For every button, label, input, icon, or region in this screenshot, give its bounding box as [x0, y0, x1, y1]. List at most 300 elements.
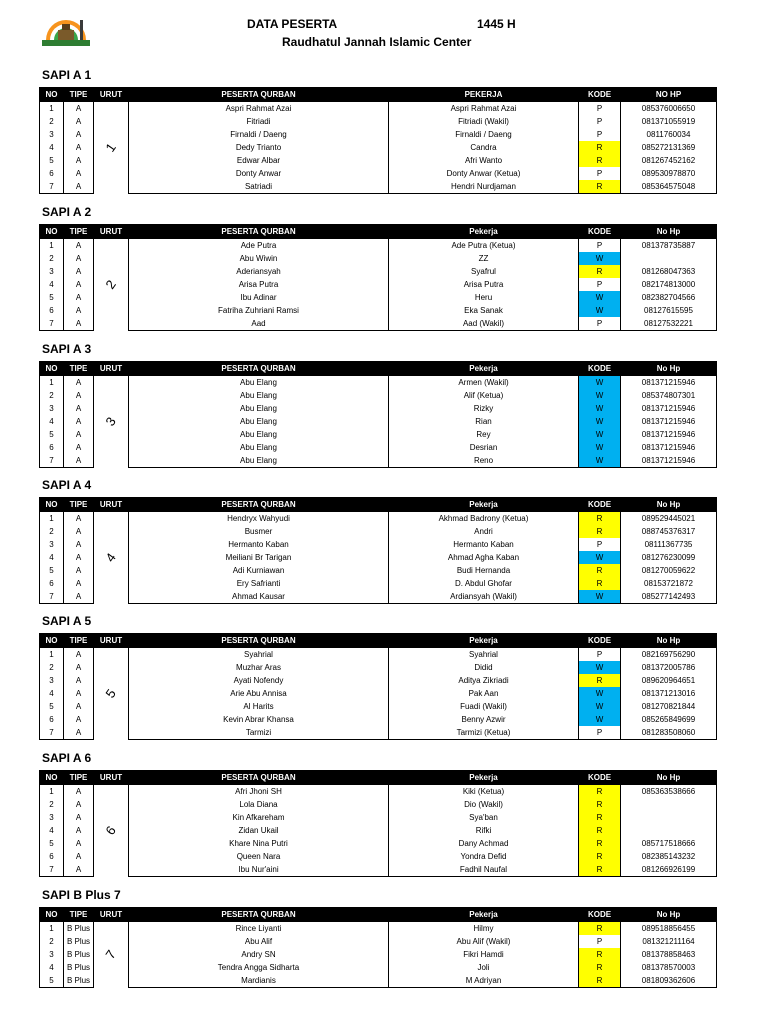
urut-number: 6 — [102, 823, 120, 839]
cell-tipe: A — [64, 278, 94, 291]
cell-phone: 081371213016 — [621, 687, 717, 700]
table-row — [40, 115, 717, 128]
table-header-row — [40, 908, 717, 922]
cell-no: 5 — [40, 837, 64, 850]
cell-pekerja: Alif (Ketua) — [389, 389, 579, 402]
cell-peserta: Adi Kurniawan — [129, 564, 389, 577]
cell-peserta: Aad — [129, 317, 389, 331]
table-row — [40, 590, 717, 604]
cell-peserta: Khare Nina Putri — [129, 837, 389, 850]
cell-phone: 082169756290 — [621, 648, 717, 662]
cell-peserta: Satriadi — [129, 180, 389, 194]
cell-phone: 081371215946 — [621, 441, 717, 454]
table-row — [40, 317, 717, 331]
column-header: No Hp — [621, 634, 717, 648]
cell-urut — [94, 648, 129, 740]
column-header: TIPE — [64, 498, 94, 512]
cell-phone: 089530978870 — [621, 167, 717, 180]
cell-no: 2 — [40, 661, 64, 674]
cell-peserta: Abu Elang — [129, 454, 389, 468]
cell-kode: W — [579, 700, 621, 713]
cell-urut — [94, 512, 129, 604]
column-header: PESERTA QURBAN — [129, 498, 389, 512]
cell-peserta: Abu Elang — [129, 428, 389, 441]
cell-tipe: A — [64, 525, 94, 538]
cell-kode: R — [579, 837, 621, 850]
urut-number: 5 — [102, 686, 120, 702]
table-row — [40, 922, 717, 936]
cell-no: 1 — [40, 648, 64, 662]
cell-no: 2 — [40, 115, 64, 128]
cell-phone: 089529445021 — [621, 512, 717, 526]
cell-kode: W — [579, 415, 621, 428]
cell-pekerja: Fitriadi (Wakil) — [389, 115, 579, 128]
cell-kode: R — [579, 824, 621, 837]
cell-phone: 081371215946 — [621, 428, 717, 441]
cell-no: 3 — [40, 948, 64, 961]
column-header: Pekerja — [389, 498, 579, 512]
cell-kode: R — [579, 863, 621, 877]
table-row — [40, 128, 717, 141]
section-title: SAPI A 6 — [42, 751, 92, 765]
cell-pekerja: Donty Anwar (Ketua) — [389, 167, 579, 180]
cell-pekerja: Benny Azwir — [389, 713, 579, 726]
cell-no: 6 — [40, 850, 64, 863]
section-title: SAPI A 4 — [42, 478, 92, 492]
cell-tipe: A — [64, 824, 94, 837]
cell-tipe: A — [64, 415, 94, 428]
cell-phone: 085363538666 — [621, 785, 717, 799]
cell-pekerja: Desrian — [389, 441, 579, 454]
cell-no: 4 — [40, 551, 64, 564]
column-header: URUT — [94, 634, 129, 648]
year-label: 1445 H — [477, 17, 516, 31]
table-header-row — [40, 88, 717, 102]
cell-phone: 082385143232 — [621, 850, 717, 863]
cell-tipe: A — [64, 674, 94, 687]
table-row — [40, 564, 717, 577]
cell-tipe: A — [64, 317, 94, 331]
participant-table — [39, 87, 717, 194]
cell-kode: W — [579, 376, 621, 390]
cell-phone: 081267452162 — [621, 154, 717, 167]
table-row — [40, 837, 717, 850]
cell-phone: 085376006650 — [621, 102, 717, 116]
table-row — [40, 674, 717, 687]
column-header: NO — [40, 908, 64, 922]
cell-pekerja: Afri Wanto — [389, 154, 579, 167]
cell-pekerja: Heru — [389, 291, 579, 304]
urut-number: 2 — [102, 277, 120, 293]
cell-pekerja: Aspri Rahmat Azai — [389, 102, 579, 116]
table-row — [40, 935, 717, 948]
cell-phone: 081378570003 — [621, 961, 717, 974]
cell-no: 3 — [40, 811, 64, 824]
cell-no: 5 — [40, 154, 64, 167]
cell-peserta: Mardianis — [129, 974, 389, 988]
cell-peserta: Abu Alif — [129, 935, 389, 948]
cell-tipe: A — [64, 564, 94, 577]
column-header: URUT — [94, 362, 129, 376]
cell-tipe: A — [64, 726, 94, 740]
cell-phone: 08111367735 — [621, 538, 717, 551]
cell-phone: 08127615595 — [621, 304, 717, 317]
table-row — [40, 512, 717, 526]
cell-kode: R — [579, 141, 621, 154]
table-row — [40, 389, 717, 402]
cell-pekerja: Rizky — [389, 402, 579, 415]
cell-pekerja: Didid — [389, 661, 579, 674]
table-row — [40, 304, 717, 317]
cell-kode: R — [579, 512, 621, 526]
table-row — [40, 974, 717, 988]
cell-tipe: A — [64, 850, 94, 863]
cell-peserta: Abu Wiwin — [129, 252, 389, 265]
cell-no: 5 — [40, 428, 64, 441]
cell-kode: R — [579, 154, 621, 167]
column-header: No Hp — [621, 498, 717, 512]
cell-phone: 081270821844 — [621, 700, 717, 713]
cell-peserta: Kevin Abrar Khansa — [129, 713, 389, 726]
column-header: NO — [40, 771, 64, 785]
cell-pekerja: Ahmad Agha Kaban — [389, 551, 579, 564]
cell-pekerja: Aad (Wakil) — [389, 317, 579, 331]
cell-kode: P — [579, 239, 621, 253]
cell-kode: P — [579, 648, 621, 662]
table-row — [40, 167, 717, 180]
cell-phone: 081378735887 — [621, 239, 717, 253]
cell-peserta: Donty Anwar — [129, 167, 389, 180]
table-row — [40, 948, 717, 961]
cell-tipe: A — [64, 376, 94, 390]
column-header: URUT — [94, 498, 129, 512]
cell-pekerja: Joli — [389, 961, 579, 974]
cell-pekerja: Fikri Hamdi — [389, 948, 579, 961]
cell-phone: 089518856455 — [621, 922, 717, 936]
cell-no: 6 — [40, 304, 64, 317]
cell-pekerja: Armen (Wakil) — [389, 376, 579, 390]
table-header-row — [40, 634, 717, 648]
table-header-row — [40, 225, 717, 239]
cell-tipe: A — [64, 785, 94, 799]
cell-tipe: A — [64, 389, 94, 402]
cell-kode: P — [579, 128, 621, 141]
column-header: KODE — [579, 225, 621, 239]
section-title: SAPI A 2 — [42, 205, 92, 219]
column-header: TIPE — [64, 362, 94, 376]
cell-kode: P — [579, 538, 621, 551]
cell-no: 1 — [40, 922, 64, 936]
cell-tipe: A — [64, 141, 94, 154]
column-header: PESERTA QURBAN — [129, 771, 389, 785]
column-header: Pekerja — [389, 908, 579, 922]
participant-table — [39, 361, 717, 468]
cell-kode: P — [579, 935, 621, 948]
table-row — [40, 454, 717, 468]
table-row — [40, 415, 717, 428]
cell-kode: P — [579, 102, 621, 116]
cell-tipe: B Plus — [64, 948, 94, 961]
cell-no: 7 — [40, 317, 64, 331]
cell-tipe: A — [64, 811, 94, 824]
cell-phone: 081276230099 — [621, 551, 717, 564]
cell-phone: 081268047363 — [621, 265, 717, 278]
column-header: KODE — [579, 634, 621, 648]
cell-phone: 085374807301 — [621, 389, 717, 402]
cell-peserta: Abu Elang — [129, 441, 389, 454]
cell-kode: R — [579, 180, 621, 194]
cell-peserta: Lola Diana — [129, 798, 389, 811]
cell-urut — [94, 376, 129, 468]
cell-phone: 081371215946 — [621, 415, 717, 428]
cell-phone: 081371055919 — [621, 115, 717, 128]
cell-peserta: Kin Afkareham — [129, 811, 389, 824]
cell-tipe: A — [64, 428, 94, 441]
cell-no: 6 — [40, 441, 64, 454]
cell-peserta: Aderiansyah — [129, 265, 389, 278]
cell-peserta: Rince Liyanti — [129, 922, 389, 936]
column-header: URUT — [94, 88, 129, 102]
column-header: NO — [40, 225, 64, 239]
cell-pekerja: Hilmy — [389, 922, 579, 936]
cell-pekerja: Yondra Defid — [389, 850, 579, 863]
cell-kode: P — [579, 317, 621, 331]
urut-number: 3 — [102, 414, 120, 430]
column-header: TIPE — [64, 88, 94, 102]
cell-tipe: A — [64, 590, 94, 604]
column-header: TIPE — [64, 908, 94, 922]
cell-peserta: Meiliani Br Tarigan — [129, 551, 389, 564]
cell-peserta: Abu Elang — [129, 402, 389, 415]
cell-pekerja: ZZ — [389, 252, 579, 265]
cell-pekerja: Fuadi (Wakil) — [389, 700, 579, 713]
cell-no: 4 — [40, 141, 64, 154]
cell-no: 2 — [40, 389, 64, 402]
cell-no: 3 — [40, 402, 64, 415]
table-row — [40, 525, 717, 538]
cell-kode: R — [579, 922, 621, 936]
cell-tipe: B Plus — [64, 974, 94, 988]
cell-no: 1 — [40, 512, 64, 526]
cell-no: 7 — [40, 590, 64, 604]
cell-pekerja: Dany Achmad — [389, 837, 579, 850]
cell-phone: 081372005786 — [621, 661, 717, 674]
cell-no: 4 — [40, 415, 64, 428]
cell-kode: R — [579, 564, 621, 577]
cell-peserta: Edwar Albar — [129, 154, 389, 167]
cell-phone: 082174813000 — [621, 278, 717, 291]
cell-no: 1 — [40, 239, 64, 253]
column-header: KODE — [579, 362, 621, 376]
cell-phone: 085265849699 — [621, 713, 717, 726]
cell-pekerja: Syafrul — [389, 265, 579, 278]
cell-phone: 08153721872 — [621, 577, 717, 590]
column-header: TIPE — [64, 634, 94, 648]
cell-peserta: Al Harits — [129, 700, 389, 713]
cell-pekerja: Sya'ban — [389, 811, 579, 824]
cell-no: 2 — [40, 798, 64, 811]
cell-peserta: Ahmad Kausar — [129, 590, 389, 604]
participant-table — [39, 224, 717, 331]
page-subtitle: Raudhatul Jannah Islamic Center — [282, 35, 472, 49]
cell-pekerja: Fadhil Naufal — [389, 863, 579, 877]
cell-kode: W — [579, 252, 621, 265]
cell-no: 7 — [40, 180, 64, 194]
cell-peserta: Tendra Angga Sidharta — [129, 961, 389, 974]
column-header: TIPE — [64, 771, 94, 785]
cell-phone: 089620964651 — [621, 674, 717, 687]
cell-peserta: Abu Elang — [129, 415, 389, 428]
cell-no: 4 — [40, 687, 64, 700]
cell-pekerja: Firnaldi / Daeng — [389, 128, 579, 141]
cell-peserta: Ibu Nur'aini — [129, 863, 389, 877]
cell-peserta: Hendryx Wahyudi — [129, 512, 389, 526]
urut-number: 1 — [102, 140, 120, 156]
cell-peserta: Abu Elang — [129, 376, 389, 390]
table-row — [40, 428, 717, 441]
cell-pekerja: Ardiansyah (Wakil) — [389, 590, 579, 604]
cell-pekerja: Rian — [389, 415, 579, 428]
cell-tipe: A — [64, 402, 94, 415]
column-header: KODE — [579, 771, 621, 785]
cell-peserta: Fatriha Zuhriani Ramsi — [129, 304, 389, 317]
table-header-row — [40, 498, 717, 512]
column-header: NO — [40, 362, 64, 376]
cell-peserta: Ade Putra — [129, 239, 389, 253]
section-title: SAPI A 1 — [42, 68, 92, 82]
cell-tipe: A — [64, 700, 94, 713]
cell-tipe: A — [64, 252, 94, 265]
column-header: URUT — [94, 771, 129, 785]
logo — [40, 12, 92, 48]
cell-no: 7 — [40, 726, 64, 740]
cell-peserta: Arisa Putra — [129, 278, 389, 291]
cell-phone: 082382704566 — [621, 291, 717, 304]
cell-pekerja: Pak Aan — [389, 687, 579, 700]
cell-peserta: Abu Elang — [129, 389, 389, 402]
column-header: Pekerja — [389, 362, 579, 376]
cell-urut — [94, 785, 129, 877]
logo-mosque-icon — [40, 12, 92, 48]
column-header: PESERTA QURBAN — [129, 634, 389, 648]
cell-no: 3 — [40, 265, 64, 278]
cell-no: 1 — [40, 785, 64, 799]
cell-tipe: A — [64, 687, 94, 700]
cell-tipe: A — [64, 661, 94, 674]
cell-pekerja: Kiki (Ketua) — [389, 785, 579, 799]
cell-phone: 081270059622 — [621, 564, 717, 577]
cell-phone: 081283508060 — [621, 726, 717, 740]
cell-kode: R — [579, 961, 621, 974]
column-header: NO HP — [621, 88, 717, 102]
cell-kode: R — [579, 948, 621, 961]
cell-no: 4 — [40, 824, 64, 837]
cell-kode: W — [579, 687, 621, 700]
cell-phone: 085364575048 — [621, 180, 717, 194]
table-row — [40, 863, 717, 877]
cell-pekerja: Rifki — [389, 824, 579, 837]
cell-phone — [621, 798, 717, 811]
cell-pekerja: Hendri Nurdjaman — [389, 180, 579, 194]
column-header: NO — [40, 634, 64, 648]
cell-tipe: A — [64, 577, 94, 590]
cell-phone — [621, 252, 717, 265]
cell-no: 4 — [40, 278, 64, 291]
cell-tipe: A — [64, 538, 94, 551]
cell-pekerja: Ade Putra (Ketua) — [389, 239, 579, 253]
table-header-row — [40, 771, 717, 785]
cell-peserta: Firnaldi / Daeng — [129, 128, 389, 141]
cell-no: 7 — [40, 863, 64, 877]
table-row — [40, 713, 717, 726]
cell-kode: W — [579, 402, 621, 415]
cell-phone: 085277142493 — [621, 590, 717, 604]
table-row — [40, 141, 717, 154]
cell-no: 6 — [40, 713, 64, 726]
cell-no: 6 — [40, 577, 64, 590]
cell-phone — [621, 811, 717, 824]
cell-tipe: A — [64, 115, 94, 128]
column-header: PESERTA QURBAN — [129, 362, 389, 376]
cell-phone: 081371215946 — [621, 402, 717, 415]
cell-tipe: A — [64, 837, 94, 850]
cell-pekerja: Rey — [389, 428, 579, 441]
cell-phone: 085717518666 — [621, 837, 717, 850]
cell-urut — [94, 239, 129, 331]
table-row — [40, 824, 717, 837]
cell-tipe: B Plus — [64, 961, 94, 974]
section-title: SAPI A 3 — [42, 342, 92, 356]
cell-phone — [621, 824, 717, 837]
participant-table — [39, 770, 717, 877]
table-row — [40, 278, 717, 291]
cell-tipe: A — [64, 863, 94, 877]
cell-pekerja: D. Abdul Ghofar — [389, 577, 579, 590]
cell-phone: 081809362606 — [621, 974, 717, 988]
cell-kode: P — [579, 726, 621, 740]
column-header: KODE — [579, 88, 621, 102]
urut-number: 4 — [102, 550, 120, 566]
cell-no: 6 — [40, 167, 64, 180]
cell-no: 2 — [40, 252, 64, 265]
section-title: SAPI A 5 — [42, 614, 92, 628]
column-header: No Hp — [621, 362, 717, 376]
cell-phone: 081371215946 — [621, 454, 717, 468]
table-row — [40, 785, 717, 799]
column-header: Pekerja — [389, 771, 579, 785]
cell-no: 2 — [40, 935, 64, 948]
cell-kode: W — [579, 428, 621, 441]
cell-peserta: Dedy Trianto — [129, 141, 389, 154]
cell-no: 4 — [40, 961, 64, 974]
cell-kode: W — [579, 713, 621, 726]
column-header: Pekerja — [389, 225, 579, 239]
cell-kode: R — [579, 525, 621, 538]
cell-kode: W — [579, 454, 621, 468]
column-header: Pekerja — [389, 634, 579, 648]
column-header: KODE — [579, 498, 621, 512]
cell-no: 3 — [40, 674, 64, 687]
cell-kode: R — [579, 811, 621, 824]
column-header: URUT — [94, 225, 129, 239]
cell-no: 3 — [40, 128, 64, 141]
cell-peserta: Arie Abu Annisa — [129, 687, 389, 700]
table-row — [40, 154, 717, 167]
cell-pekerja: Budi Hernanda — [389, 564, 579, 577]
column-header: No Hp — [621, 225, 717, 239]
cell-kode: R — [579, 798, 621, 811]
column-header: PESERTA QURBAN — [129, 908, 389, 922]
